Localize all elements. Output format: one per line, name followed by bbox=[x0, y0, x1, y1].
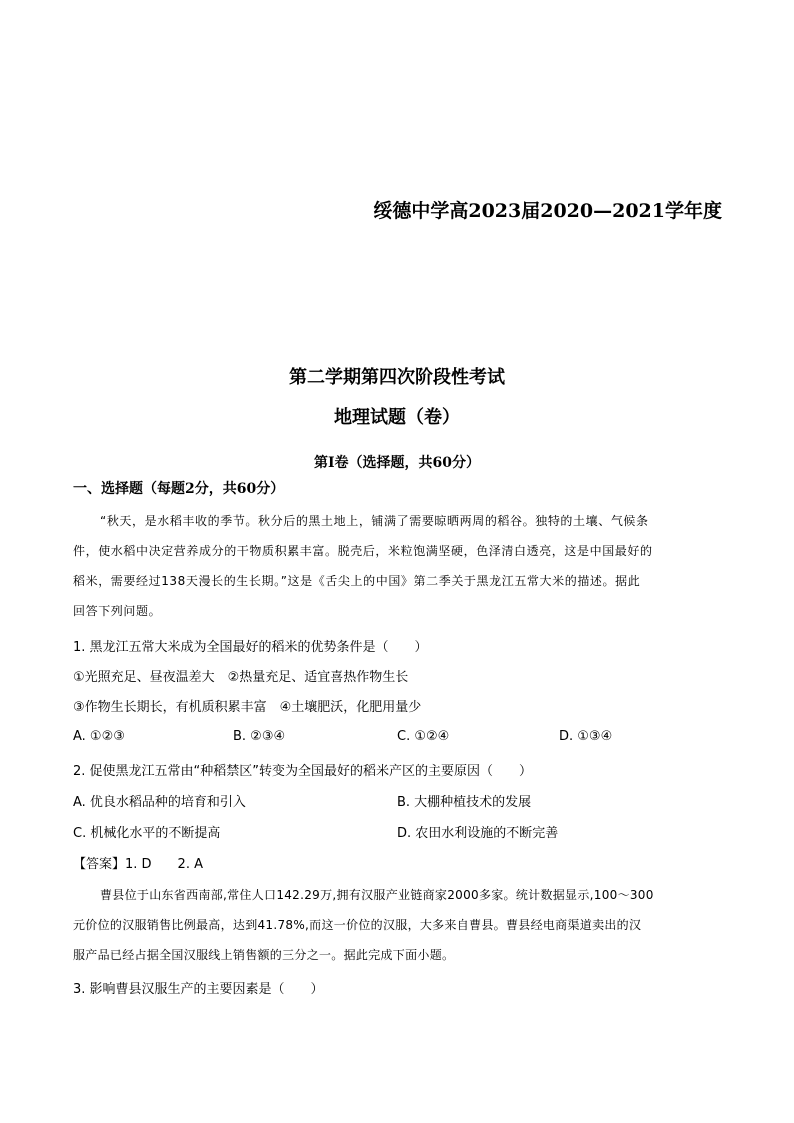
passage1-line: 件，使水稻中决定营养成分的干物质积累丰富。脱壳后，米粒饱满坚硬，色泽清白透亮，这是中国最好的 bbox=[73, 544, 653, 558]
question-2-option-c: C. 机械化水平的不断提高 bbox=[73, 826, 221, 841]
question-1-statement: ③作物生长期长，有机质积累丰富 ④土壤肥沃，化肥用量少 bbox=[73, 700, 422, 715]
exam-title-line2: 第二学期第四次阶段性考试 bbox=[289, 367, 505, 388]
exam-title-line1: 绥德中学高2023届2020—2021学年度 bbox=[373, 200, 722, 222]
passage1-line: 稻米，需要经过138天漫长的生长期。”这是《舌尖上的中国》第二季关于黑龙江五常大米的描述。据此 bbox=[73, 574, 641, 588]
question-2-option-d: D. 农田水利设施的不断完善 bbox=[397, 826, 559, 841]
passage1-line: 回答下列问题。 bbox=[73, 604, 162, 618]
answer-line: 【答案】1. D 2. A bbox=[73, 857, 203, 872]
question-2-option-b: B. 大棚种植技术的发展 bbox=[397, 795, 532, 810]
question-1-option-b: B. ②③④ bbox=[233, 729, 286, 744]
question-3-stem: 3. 影响曹县汉服生产的主要因素是（ ） bbox=[73, 982, 324, 997]
question-1-option-c: C. ①②④ bbox=[397, 729, 450, 744]
question-1-statement: ①光照充足、昼夜温差大 ②热量充足、适宜喜热作物生长 bbox=[73, 670, 409, 685]
passage2-line: 曹县位于山东省西南部,常住人口142.29万,拥有汉服产业链商家2000多家。统计数据显示,100～300 bbox=[100, 888, 654, 902]
section-heading: 一、选择题（每题2分，共60分） bbox=[73, 481, 285, 497]
question-1-option-a: A. ①②③ bbox=[73, 729, 125, 744]
passage2-line: 服产品已经占据全国汉服线上销售额的三分之一。据此完成下面小题。 bbox=[73, 948, 455, 962]
question-2-option-a: A. 优良水稻品种的培育和引入 bbox=[73, 795, 246, 810]
passage1-line: “秋天，是水稻丰收的季节。秋分后的黑土地上，铺满了需要晾晒两周的稻谷。独特的土壤、气候条 bbox=[100, 514, 649, 528]
volume-heading: 第Ⅰ卷（选择题，共60分） bbox=[313, 455, 481, 471]
question-2-stem: 2. 促使黑龙江五常由“种稻禁区”转变为全国最好的稻米产区的主要原因（ ） bbox=[73, 764, 533, 779]
question-1-option-d: D. ①③④ bbox=[559, 729, 613, 744]
exam-subject-title: 地理试题（卷） bbox=[334, 407, 460, 428]
question-1-stem: 1. 黑龙江五常大米成为全国最好的稻米的优势条件是（ ） bbox=[73, 640, 428, 655]
passage2-line: 元价位的汉服销售比例最高，达到41.78%,而这一价位的汉服，大多来自曹县。曹县经电商渠道卖出的汉 bbox=[73, 918, 642, 932]
